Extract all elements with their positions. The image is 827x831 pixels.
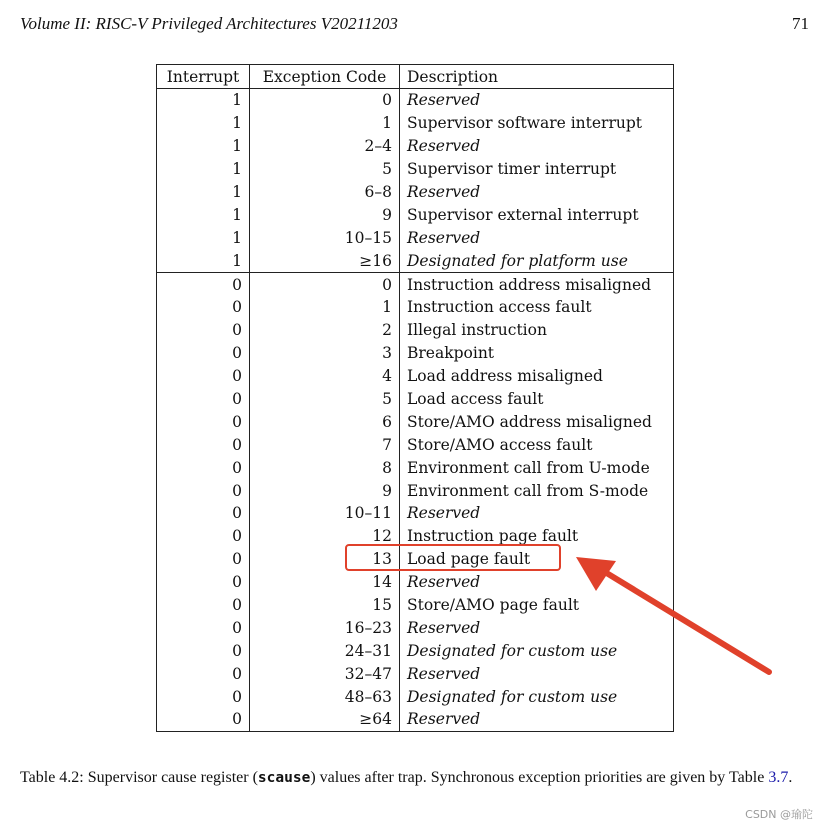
interrupt-cell: 0: [157, 616, 250, 639]
exception-code-cell: 6: [250, 410, 400, 433]
table-row: [157, 685, 674, 708]
exception-code-cell: 24–31: [250, 639, 400, 662]
description-cell: Instruction page fault: [400, 525, 674, 548]
description-cell: Load access fault: [400, 388, 674, 411]
description-cell: Supervisor timer interrupt: [400, 158, 674, 181]
table-row: [157, 342, 674, 365]
interrupt-cell: 0: [157, 594, 250, 617]
interrupt-cell: 0: [157, 342, 250, 365]
table-row: [157, 249, 674, 272]
interrupt-cell: 0: [157, 639, 250, 662]
description-cell: Instruction address misaligned: [400, 273, 674, 296]
interrupt-cell: 0: [157, 410, 250, 433]
interrupt-cell: 0: [157, 319, 250, 342]
exception-code-cell: 48–63: [250, 685, 400, 708]
exception-code-cell: 12: [250, 525, 400, 548]
interrupt-cell: 1: [157, 249, 250, 272]
interrupt-cell: 0: [157, 502, 250, 525]
exception-code-cell: 7: [250, 433, 400, 456]
table-caption: [20, 766, 812, 790]
description-cell: Instruction access fault: [400, 296, 674, 319]
interrupt-cell: 0: [157, 433, 250, 456]
description-cell: Store/AMO address misaligned: [400, 410, 674, 433]
table-row: [157, 158, 674, 181]
caption-register-name: scause: [257, 770, 311, 786]
description-cell: Illegal instruction: [400, 319, 674, 342]
table-header-row: [157, 65, 674, 89]
table-row: [157, 456, 674, 479]
interrupt-cell: 0: [157, 708, 250, 731]
exception-code-cell: ≥64: [250, 708, 400, 731]
watermark: CSDN @瑜陀: [745, 808, 813, 821]
table-row: [157, 226, 674, 249]
table-row: [157, 365, 674, 388]
interrupt-cell: 1: [157, 158, 250, 181]
table-row: [157, 502, 674, 525]
interrupt-cell: 1: [157, 181, 250, 204]
description-cell: Reserved: [400, 616, 674, 639]
interrupt-cell: 1: [157, 112, 250, 135]
description-cell: Supervisor external interrupt: [400, 203, 674, 226]
column-header-description: Description: [400, 65, 674, 89]
description-cell: Reserved: [400, 89, 674, 112]
caption-middle: ) values after trap. Synchronous exception priorities are given by Table: [310, 769, 769, 786]
exception-code-cell: 10–11: [250, 502, 400, 525]
column-header-interrupt: Interrupt: [157, 65, 250, 89]
interrupt-cell: 1: [157, 226, 250, 249]
exception-code-cell: 5: [250, 388, 400, 411]
exception-code-cell: 15: [250, 594, 400, 617]
description-cell: Store/AMO page fault: [400, 594, 674, 617]
table-row: [157, 708, 674, 731]
interrupt-cell: 0: [157, 662, 250, 685]
highlight-box-load-page-fault: [345, 544, 561, 571]
table-reference-link[interactable]: 3.7: [768, 769, 789, 786]
description-cell: Reserved: [400, 708, 674, 731]
interrupt-cell: 0: [157, 525, 250, 548]
exception-code-cell: 4: [250, 365, 400, 388]
interrupt-cell: 0: [157, 273, 250, 296]
interrupt-cell: 0: [157, 456, 250, 479]
description-cell: Designated for custom use: [400, 639, 674, 662]
table-row: [157, 479, 674, 502]
table-row: [157, 181, 674, 204]
exception-code-cell: 8: [250, 456, 400, 479]
interrupt-cell: 0: [157, 479, 250, 502]
exception-code-cell: 2: [250, 319, 400, 342]
caption-prefix: Table 4.2: Supervisor cause register (: [20, 769, 258, 786]
exception-code-cell: 10–15: [250, 226, 400, 249]
description-cell: Designated for custom use: [400, 685, 674, 708]
annotation-arrow-icon: [570, 555, 780, 680]
exception-code-cell: 0: [250, 273, 400, 296]
table-row: [157, 410, 674, 433]
interrupt-cell: 1: [157, 203, 250, 226]
description-cell: Breakpoint: [400, 342, 674, 365]
description-cell: Environment call from S-mode: [400, 479, 674, 502]
exception-code-cell: 32–47: [250, 662, 400, 685]
description-cell: Designated for platform use: [400, 249, 674, 272]
table-row: [157, 135, 674, 158]
interrupt-cell: 0: [157, 296, 250, 319]
description-cell: Reserved: [400, 226, 674, 249]
exception-code-cell: 0: [250, 89, 400, 112]
description-cell: Store/AMO access fault: [400, 433, 674, 456]
exception-code-cell: 9: [250, 479, 400, 502]
exception-code-cell: 14: [250, 571, 400, 594]
column-header-exception-code: Exception Code: [250, 65, 400, 89]
table-row: [157, 203, 674, 226]
description-cell: Reserved: [400, 571, 674, 594]
description-cell: Supervisor software interrupt: [400, 112, 674, 135]
table-row: [157, 112, 674, 135]
caption-suffix: .: [788, 769, 793, 786]
description-cell: Reserved: [400, 502, 674, 525]
exception-code-cell: 6–8: [250, 181, 400, 204]
interrupt-cell: 0: [157, 365, 250, 388]
table-row: [157, 388, 674, 411]
table-row: [157, 89, 674, 112]
table-row: [157, 433, 674, 456]
description-cell: Reserved: [400, 135, 674, 158]
description-cell: Reserved: [400, 662, 674, 685]
table-row: [157, 296, 674, 319]
interrupt-cell: 1: [157, 135, 250, 158]
exception-code-cell: 13: [250, 548, 400, 571]
exception-code-cell: 5: [250, 158, 400, 181]
interrupt-cell: 0: [157, 548, 250, 571]
exception-code-cell: 1: [250, 112, 400, 135]
table-row: [157, 273, 674, 296]
exception-code-cell: 16–23: [250, 616, 400, 639]
exception-code-cell: ≥16: [250, 249, 400, 272]
description-cell: Environment call from U-mode: [400, 456, 674, 479]
interrupt-cell: 0: [157, 571, 250, 594]
description-cell: Load address misaligned: [400, 365, 674, 388]
interrupt-cell: 0: [157, 685, 250, 708]
exception-code-cell: 1: [250, 296, 400, 319]
running-header-title: Volume II: RISC-V Privileged Architectures V20211203: [20, 14, 398, 33]
exception-code-cell: 9: [250, 203, 400, 226]
description-cell: Reserved: [400, 181, 674, 204]
page-number: 71: [792, 14, 809, 33]
exception-code-cell: 3: [250, 342, 400, 365]
description-cell: Load page fault: [400, 548, 674, 571]
table-row: [157, 319, 674, 342]
interrupt-cell: 1: [157, 89, 250, 112]
interrupt-cell: 0: [157, 388, 250, 411]
exception-code-cell: 2–4: [250, 135, 400, 158]
